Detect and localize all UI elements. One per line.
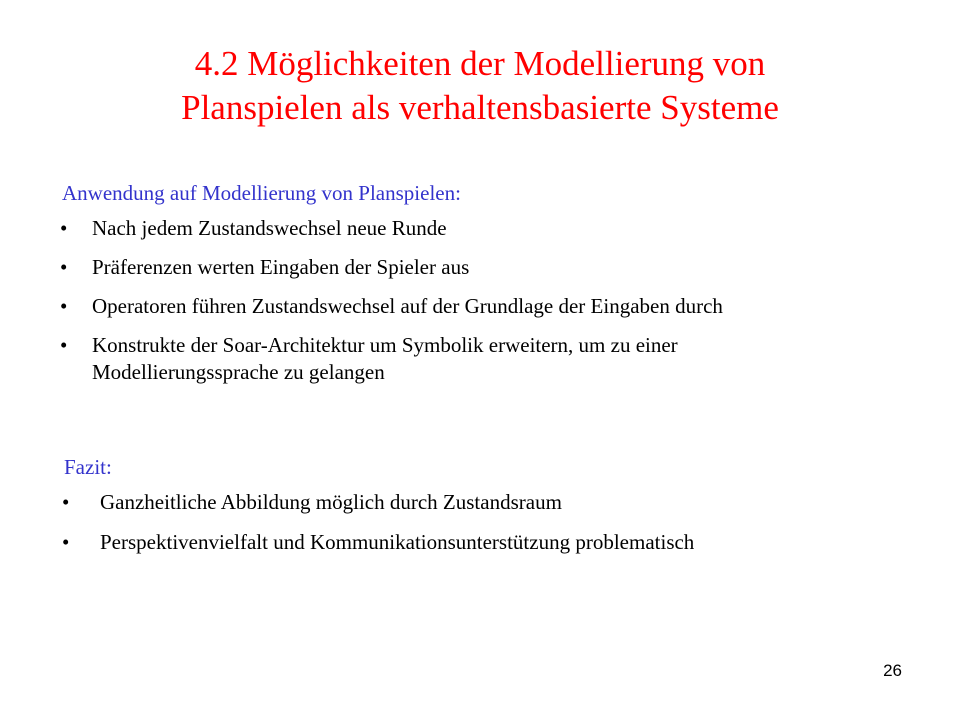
- bullet-icon: •: [60, 255, 68, 279]
- list-item: [60, 332, 910, 386]
- list-item: [60, 293, 910, 320]
- list-item: [62, 529, 912, 556]
- slide-title-line-2: Planspielen als verhaltensbasierte Systeme: [181, 88, 779, 127]
- bullet-icon: •: [62, 530, 70, 554]
- list-item-text: Perspektivenvielfalt und Kommunikationsunterstützung problematisch: [100, 530, 695, 554]
- list-item-text: Konstrukte der Soar-Architektur um Symbolik erweitern, um zu einer Modellierungssprache zu gelangen: [92, 333, 678, 384]
- page-number: 26: [883, 661, 902, 680]
- bullet-icon: •: [60, 333, 68, 357]
- slide-title-line-1: 4.2 Möglichkeiten der Modellierung von: [194, 44, 766, 83]
- bullet-icon: •: [60, 216, 68, 240]
- list-item: [62, 489, 912, 516]
- list-item: [60, 254, 910, 281]
- list-item-text: Ganzheitliche Abbildung möglich durch Zustandsraum: [100, 490, 562, 514]
- bullet-icon: •: [60, 294, 68, 318]
- section-heading-conclusion: Fazit:: [64, 455, 112, 479]
- list-item: [60, 215, 910, 242]
- conclusion-bullet-list: [62, 489, 912, 569]
- list-item-text: Nach jedem Zustandswechsel neue Runde: [92, 216, 447, 240]
- list-item-text: Operatoren führen Zustandswechsel auf der Grundlage der Eingaben durch: [92, 294, 723, 318]
- section-heading-application: Anwendung auf Modellierung von Planspielen:: [62, 181, 461, 205]
- bullet-icon: •: [62, 490, 70, 514]
- list-item-text: Präferenzen werten Eingaben der Spieler aus: [92, 255, 470, 279]
- slide-title: [0, 42, 960, 130]
- application-bullet-list: [60, 215, 910, 398]
